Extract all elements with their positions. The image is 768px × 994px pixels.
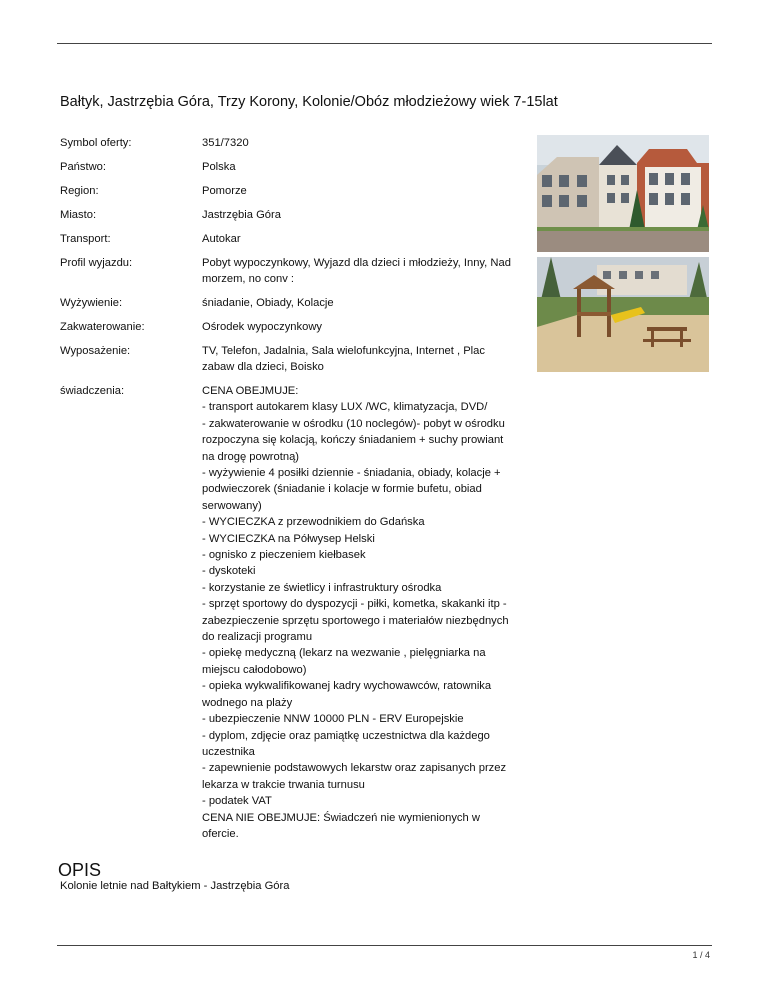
- detail-value-line: Ośrodek wypoczynkowy: [202, 320, 322, 333]
- detail-value-line: Pobyt wypoczynkowy, Wyjazd dla dzieci i młodzieży, Inny, Nad: [202, 256, 511, 269]
- detail-value: [202, 343, 538, 376]
- detail-value-line: rozpoczyna się kolacją, kończy śniadaniem + suchy prowiant: [202, 434, 504, 447]
- detail-row: [60, 383, 540, 842]
- detail-value: [202, 159, 538, 175]
- detail-value-line: - zakwaterowanie w ośrodku (10 noclegów)- pobyt w ośrodku: [202, 417, 505, 430]
- detail-value: [202, 295, 538, 311]
- detail-value-line: 351/7320: [202, 137, 249, 149]
- detail-row: [60, 295, 540, 311]
- top-divider: [57, 43, 712, 44]
- detail-value-line: serwowany): [202, 499, 262, 512]
- detail-value-line: wodnego na plaży: [202, 696, 293, 709]
- detail-label: Symbol oferty:: [60, 137, 132, 149]
- detail-label: Miasto:: [60, 208, 97, 221]
- detail-value-line: - transport autokarem klasy LUX /WC, klimatyzacja, DVD/: [202, 401, 488, 414]
- detail-value: [202, 207, 538, 223]
- detail-value-line: - wyżywienie 4 posiłki dziennie - śniadania, obiady, kolacje +: [202, 467, 501, 479]
- detail-value-line: Polska: [202, 160, 236, 173]
- detail-value-line: TV, Telefon, Jadalnia, Sala wielofunkcyjna, Internet , Plac: [202, 344, 485, 357]
- detail-value: [202, 319, 538, 335]
- detail-value-line: lekarza w trakcie trwania turnusu: [202, 778, 365, 791]
- detail-label: Państwo:: [60, 160, 107, 173]
- detail-value-line: - dyskoteki: [202, 565, 256, 578]
- detail-label: Profil wyjazdu:: [60, 256, 133, 269]
- bottom-divider: [57, 945, 712, 946]
- opis-text: Kolonie letnie nad Bałtykiem - Jastrzębia Góra: [60, 880, 290, 892]
- detail-value-line: - dyplom, zdjęcie oraz pamiątkę uczestnictwa dla każdego: [202, 729, 490, 742]
- detail-row: [60, 343, 540, 376]
- playground-photo: [537, 257, 709, 372]
- building-photo: [537, 135, 709, 252]
- detail-value-line: na drogę powrotną): [202, 450, 300, 463]
- detail-row: [60, 255, 540, 288]
- detail-value-line: do realizacji programu: [202, 631, 313, 644]
- detail-value-line: uczestnika: [202, 745, 255, 758]
- detail-value-line: Jastrzębia Góra: [202, 208, 281, 221]
- detail-value-line: CENA OBEJMUJE:: [202, 384, 299, 397]
- playground-illustration: [537, 257, 709, 372]
- detail-value-line: Pomorze: [202, 184, 247, 197]
- detail-value-line: miejscu całodobowo): [202, 663, 307, 676]
- detail-row: [60, 135, 540, 151]
- detail-value-line: - opieka wykwalifikowanej kadry wychowawców, ratownika: [202, 680, 492, 693]
- detail-value-line: - ognisko z pieczeniem kiełbasek: [202, 549, 366, 562]
- detail-value-line: śniadanie, Obiady, Kolacje: [202, 296, 334, 309]
- page-number: 1 / 4: [692, 950, 710, 960]
- detail-value-line: - sprzęt sportowy do dyspozycji - piłki, kometka, skakanki itp -: [202, 598, 507, 611]
- detail-value-line: - podatek VAT: [202, 795, 272, 808]
- detail-row: [60, 207, 540, 223]
- detail-label: Transport:: [60, 232, 111, 245]
- opis-heading: OPIS: [58, 860, 102, 880]
- offer-details-table: [60, 135, 540, 850]
- detail-value-line: - korzystanie ze świetlicy i infrastruktury ośrodka: [202, 581, 442, 594]
- detail-value: [202, 383, 538, 842]
- detail-row: [60, 183, 540, 199]
- detail-value-line: - zapewnienie podstawowych lekarstw oraz zapisanych przez: [202, 762, 507, 775]
- detail-value-line: CENA NIE OBEJMUJE: Świadczeń nie wymienionych w: [202, 811, 480, 824]
- detail-label: Wyżywienie:: [60, 296, 123, 309]
- detail-value-line: ofercie.: [202, 827, 239, 840]
- detail-row: [60, 319, 540, 335]
- detail-value-line: - opiekę medyczną (lekarz na wezwanie , pielęgniarka na: [202, 647, 486, 660]
- detail-value: [202, 183, 538, 199]
- detail-value-line: zabezpieczenie sprzętu sportowego i materiałów niezbędnych: [202, 614, 509, 627]
- detail-value: [202, 135, 538, 151]
- detail-value-line: Autokar: [202, 232, 241, 245]
- detail-value-line: zabaw dla dzieci, Boisko: [202, 361, 324, 374]
- offer-title: Bałtyk, Jastrzębia Góra, Trzy Korony, Kolonie/Obóz młodzieżowy wiek 7-15lat: [60, 94, 558, 110]
- detail-row: [60, 159, 540, 175]
- detail-value-line: - WYCIECZKA z przewodnikiem do Gdańska: [202, 516, 425, 529]
- detail-label: Wyposażenie:: [60, 344, 131, 357]
- detail-label: Zakwaterowanie:: [60, 320, 145, 333]
- detail-value-line: - WYCIECZKA na Półwysep Helski: [202, 532, 375, 545]
- detail-value-line: morzem, no conv :: [202, 272, 295, 285]
- building-illustration: [537, 135, 709, 252]
- detail-value-line: - ubezpieczenie NNW 10000 PLN - ERV Europejskie: [202, 713, 464, 726]
- detail-value-line: podwieczorek (śniadanie i kolacje w formie bufetu, obiad: [202, 483, 482, 496]
- detail-label: Region:: [60, 184, 99, 197]
- detail-row: [60, 231, 540, 247]
- detail-value: [202, 255, 538, 288]
- detail-value: [202, 231, 538, 247]
- detail-label: świadczenia:: [60, 384, 125, 397]
